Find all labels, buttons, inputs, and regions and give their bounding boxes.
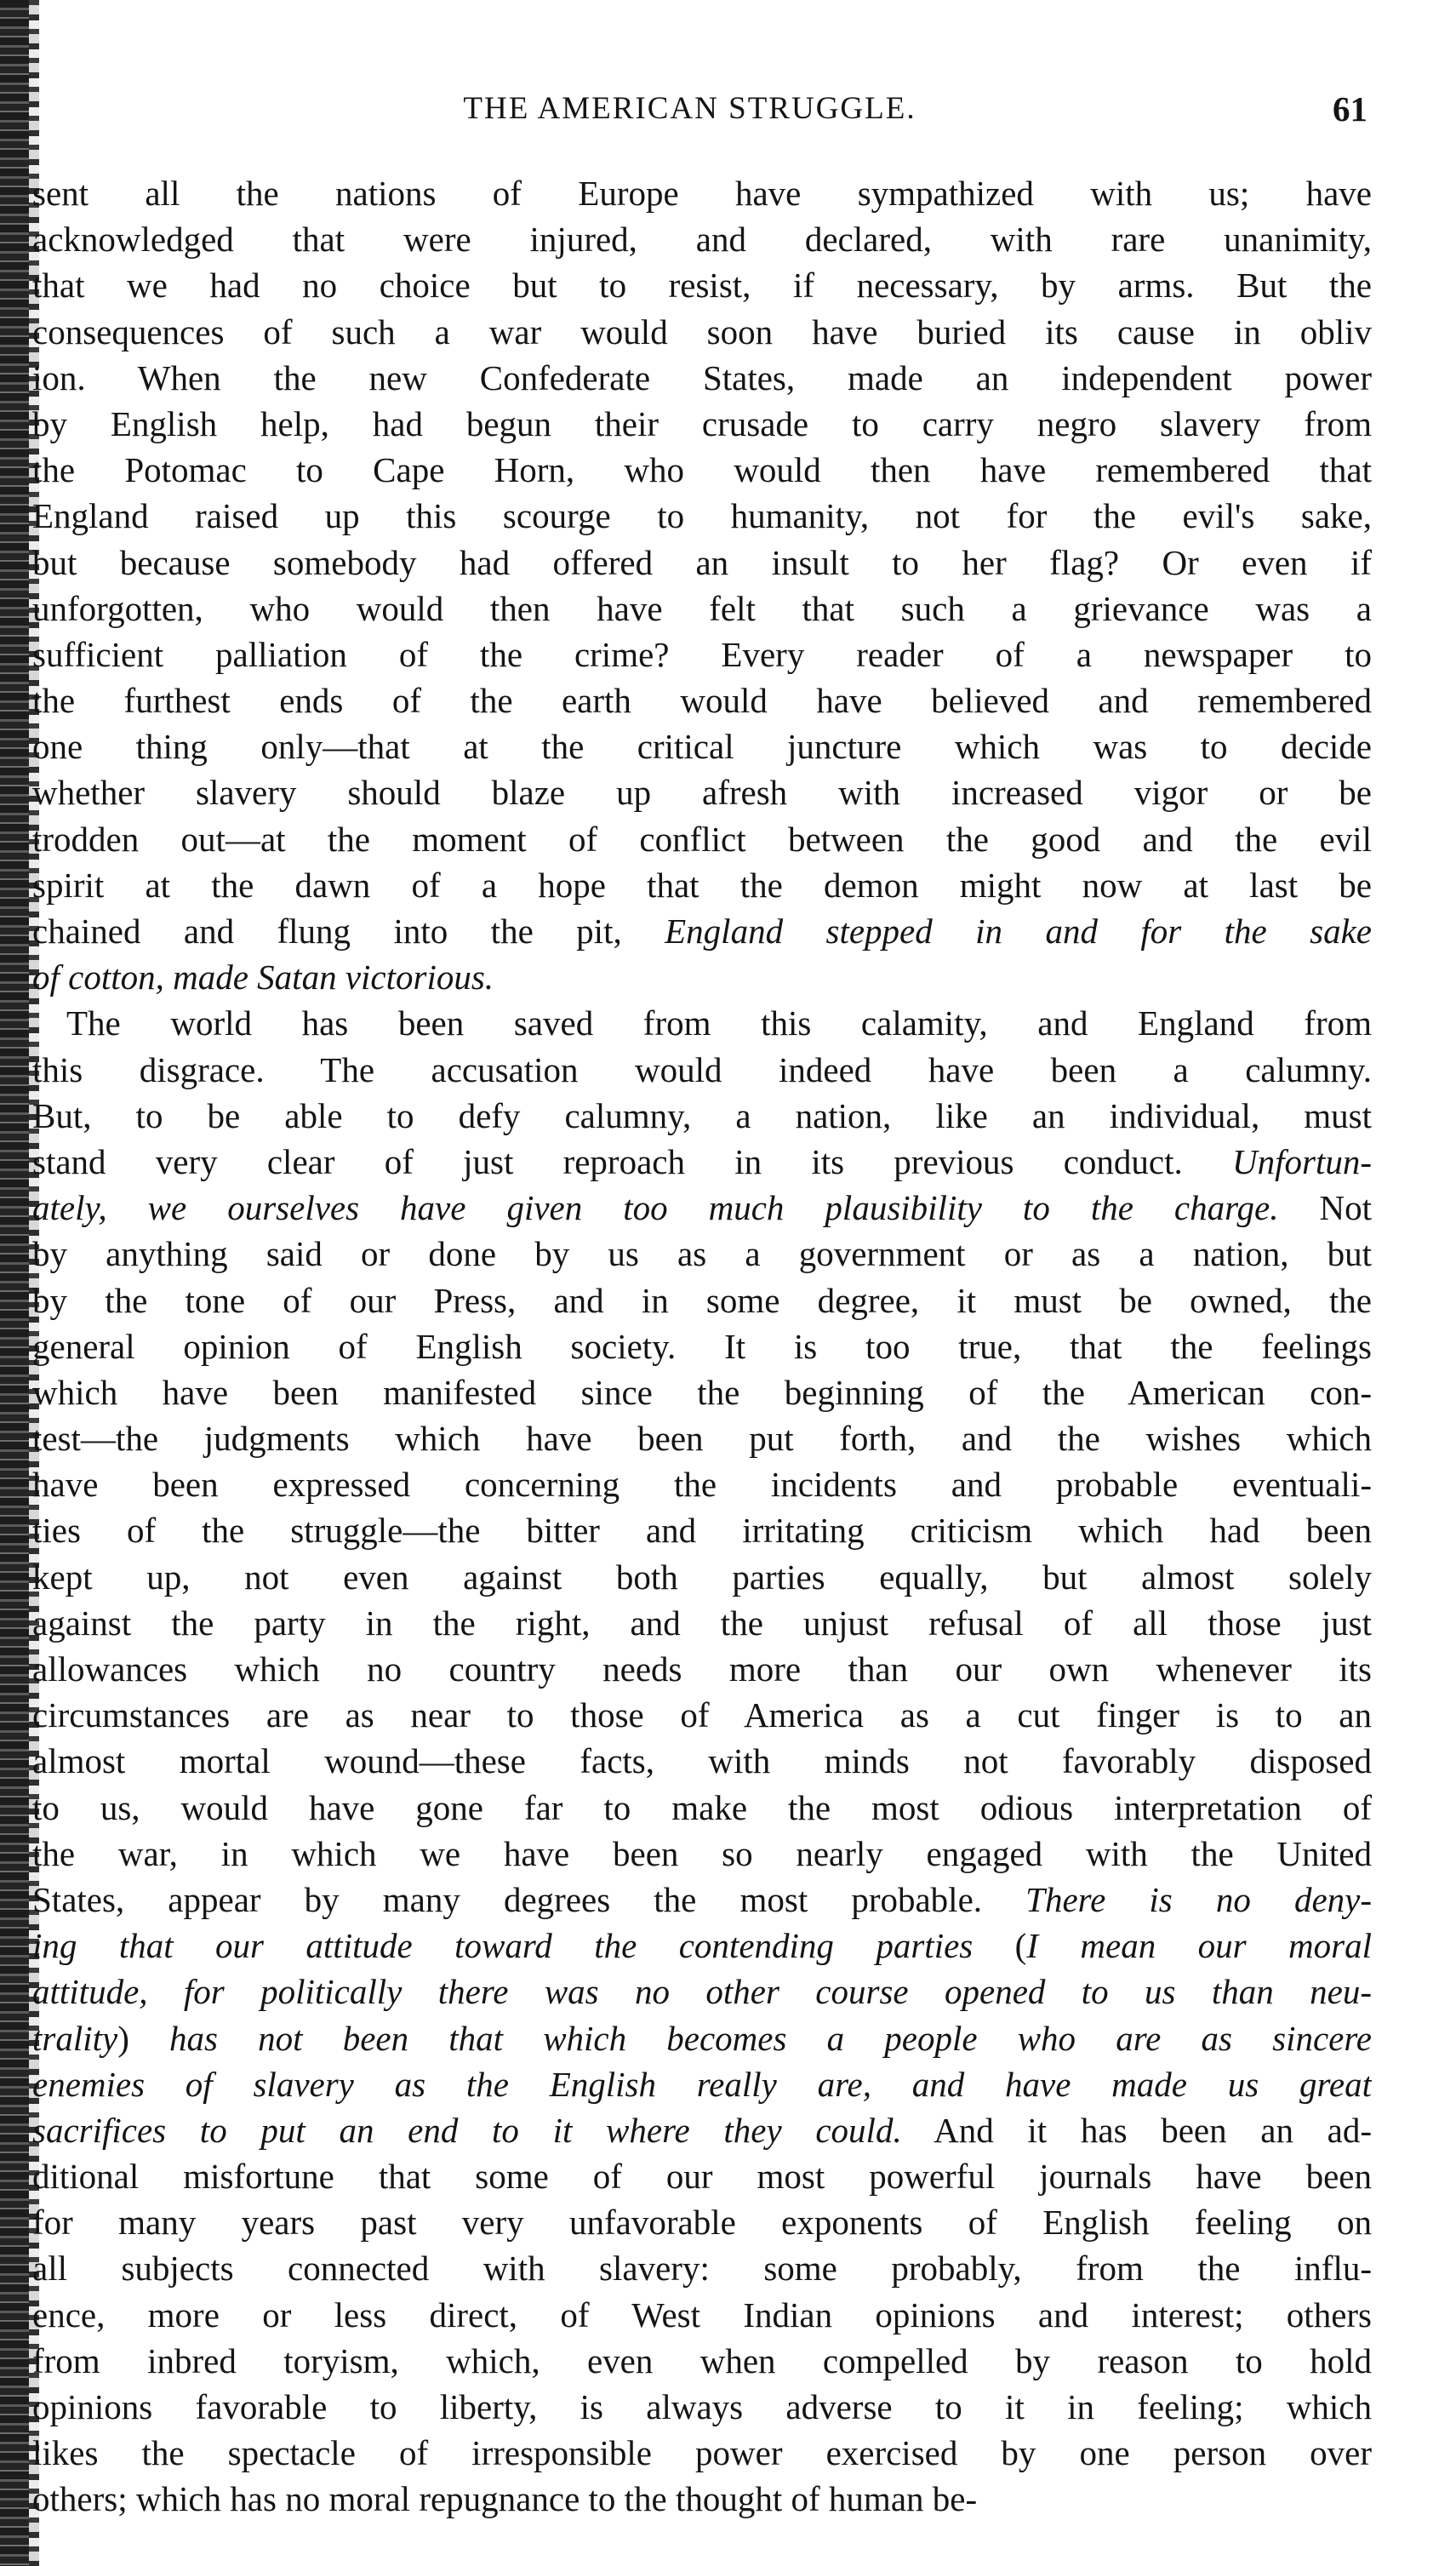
text-run: But, to be able to defy calumny, a nation, like an individual, must: [32, 1095, 1372, 1135]
text-run: chained and flung into the pit,: [32, 912, 665, 951]
text-run: spirit at the dawn of a hope that the demon might now at last be: [32, 865, 1372, 905]
text-line: [32, 1185, 1372, 1231]
text-run: And it has been an ad-: [901, 2110, 1372, 2150]
text-line: [32, 1000, 1372, 1046]
text-line: [32, 1461, 1372, 1507]
italic-text: There is no deny-: [1025, 1879, 1372, 1919]
text-run: the Potomac to Cape Horn, who would then have remembered that: [32, 450, 1372, 490]
text-line: [32, 1554, 1372, 1600]
italic-text: ately, we ourselves have given too much plausibility to the charge.: [32, 1188, 1279, 1228]
italic-text: I mean our moral: [1026, 1926, 1372, 1966]
text-line: [32, 2199, 1372, 2245]
text-line: [32, 908, 1372, 954]
text-line: [32, 1738, 1372, 1784]
text-run: trodden out—at the moment of conflict between the good and the evil: [32, 819, 1372, 859]
text-line: [32, 586, 1372, 631]
text-line: [32, 1692, 1372, 1738]
text-line: [32, 2015, 1372, 2061]
text-run: unforgotten, who would then have felt that such a grievance was a: [32, 588, 1372, 628]
text-run: ties of the struggle—the bitter and irritating criticism which had been: [32, 1511, 1372, 1551]
text-line: [32, 2107, 1372, 2153]
text-run: circumstances are as near to those of America as a cut finger is to an: [32, 1695, 1372, 1735]
text-run: States, appear by many degrees the most probable.: [32, 1879, 1026, 1919]
text-run: whether slavery should blaze up afresh with increased vigor or be: [32, 773, 1372, 813]
text-run: general opinion of English society. It is too true, that the feelings: [32, 1326, 1372, 1366]
italic-text: sacrifices to put an end to it where they could.: [32, 2110, 902, 2150]
text-line: [32, 170, 1372, 216]
text-run: by the tone of our Press, and in some degree, it must be owned, the: [32, 1280, 1372, 1320]
text-line: [32, 1231, 1372, 1277]
text-line: [32, 862, 1372, 908]
page-number: 61: [1333, 89, 1367, 129]
text-line: [32, 493, 1372, 539]
text-run: acknowledged that were injured, and declared, with rare unanimity,: [32, 220, 1372, 260]
text-run: the furthest ends of the earth would have believed and remembered: [32, 681, 1372, 721]
text-line: [32, 677, 1372, 723]
paragraph: [32, 1000, 1372, 2522]
text-line: [32, 723, 1372, 769]
text-line: [32, 2292, 1372, 2338]
text-line: [32, 1600, 1372, 1646]
text-run: which have been manifested since the beginning of the American con-: [32, 1372, 1372, 1412]
text-line: [32, 1646, 1372, 1692]
text-run: for many years past very unfavorable exponents of English feeling on: [32, 2203, 1372, 2243]
text-run: this disgrace. The accusation would indeed have been a calumny.: [32, 1049, 1372, 1089]
text-run: kept up, not even against both parties equally, but almost solely: [32, 1557, 1372, 1597]
italic-text: attitude, for politically there was no other course opened to us than neu-: [32, 1972, 1372, 2012]
text-line: [32, 2384, 1372, 2430]
text-run: that we had no choice but to resist, if necessary, by arms. But the: [32, 266, 1372, 306]
text-line: [32, 1785, 1372, 1831]
text-line: [32, 447, 1372, 493]
body-text: [32, 170, 1372, 2523]
text-line: [32, 309, 1372, 355]
text-run: by anything said or done by us as a government or as a nation, but: [32, 1234, 1372, 1274]
text-line: [32, 2245, 1372, 2291]
text-line: [32, 1093, 1372, 1139]
text-line: [32, 2338, 1372, 2384]
text-run: ence, more or less direct, of West Indian opinions and interest; others: [32, 2295, 1372, 2335]
text-run: Not: [1278, 1188, 1372, 1228]
text-line: [32, 1923, 1372, 1969]
text-line: [32, 540, 1372, 586]
text-run: one thing only—that at the critical juncture which was to decide: [32, 727, 1372, 767]
italic-text: trality: [32, 2018, 118, 2058]
text-run: allowances which no country needs more than our own whenever its: [32, 1649, 1372, 1689]
text-line: [32, 1277, 1372, 1323]
text-line: [32, 401, 1372, 447]
text-line: [32, 216, 1372, 262]
italic-text: Unfortun-: [1232, 1141, 1372, 1181]
text-line: [32, 2476, 1372, 2522]
text-line: [32, 1139, 1372, 1185]
text-line: [32, 1369, 1372, 1415]
text-line: [32, 2430, 1372, 2476]
text-line: [32, 1415, 1372, 1461]
text-run: test—the judgments which have been put forth, and the wishes which: [32, 1419, 1372, 1459]
italic-text: England stepped in and for the sake: [665, 912, 1372, 951]
text-line: [32, 1969, 1372, 2015]
text-run: sent all the nations of Europe have sympathized with us; have: [32, 174, 1372, 213]
text-run: consequences of such a war would soon have buried its cause in obliv: [32, 311, 1372, 351]
text-line: [32, 355, 1372, 401]
text-run: sufficient palliation of the crime? Every reader of a newspaper to: [32, 634, 1372, 674]
text-run: likes the spectacle of irresponsible power exercised by one person over: [32, 2433, 1372, 2473]
text-line: [32, 1507, 1372, 1553]
running-head: THE AMERICAN STRUGGLE.: [463, 91, 916, 126]
text-run: all subjects connected with slavery: some probably, from the influ-: [32, 2249, 1372, 2289]
text-line: [32, 1877, 1372, 1923]
text-line: [32, 262, 1372, 308]
text-line: [32, 1831, 1372, 1877]
page-header: [0, 83, 1456, 134]
text-run: others; which has no moral repugnance to the thought of human be-: [32, 2479, 978, 2519]
text-run: to us, would have gone far to make the most odious interpretation of: [32, 1787, 1372, 1827]
text-run: ion. When the new Confederate States, made an independent power: [32, 357, 1372, 397]
text-line: [32, 1047, 1372, 1093]
italic-text: of cotton, made Satan victorious.: [32, 957, 494, 997]
paragraph: [32, 170, 1372, 1000]
text-run: from inbred toryism, which, even when compelled by reason to hold: [32, 2340, 1372, 2380]
text-run: have been expressed concerning the incidents and probable eventuali-: [32, 1465, 1372, 1505]
text-line: [32, 816, 1372, 862]
binding-shadow: [0, 0, 29, 2566]
text-run: stand very clear of just reproach in its previous conduct.: [32, 1141, 1232, 1181]
text-line: [32, 2061, 1372, 2107]
text-run: by English help, had begun their crusade to carry negro slavery from: [32, 403, 1372, 443]
text-line: [32, 954, 1372, 1000]
text-line: [32, 631, 1372, 677]
text-run: but because somebody had offered an insult to her flag? Or even if: [32, 542, 1372, 582]
text-run: The world has been saved from this calamity, and England from: [66, 1003, 1372, 1043]
italic-text: has not been that which becomes a people who are as sincere: [169, 2018, 1372, 2058]
text-line: [32, 769, 1372, 815]
text-line: [32, 2153, 1372, 2199]
text-run: (: [973, 1926, 1027, 1966]
text-run: England raised up this scourge to humanity, not for the evil's sake,: [32, 496, 1372, 536]
text-run: ditional misfortune that some of our most powerful journals have been: [32, 2157, 1372, 2197]
text-run: almost mortal wound—these facts, with minds not favorably disposed: [32, 1741, 1372, 1781]
italic-text: ing that our attitude toward the contending parties: [32, 1926, 974, 1966]
text-run: the war, in which we have been so nearly engaged with the United: [32, 1833, 1372, 1873]
italic-text: enemies of slavery as the English really are, and have made us great: [32, 2064, 1372, 2104]
text-run: against the party in the right, and the unjust refusal of all those just: [32, 1603, 1372, 1643]
text-line: [32, 1323, 1372, 1369]
text-run: ): [117, 2018, 170, 2058]
text-run: opinions favorable to liberty, is always adverse to it in feeling; which: [32, 2387, 1372, 2426]
